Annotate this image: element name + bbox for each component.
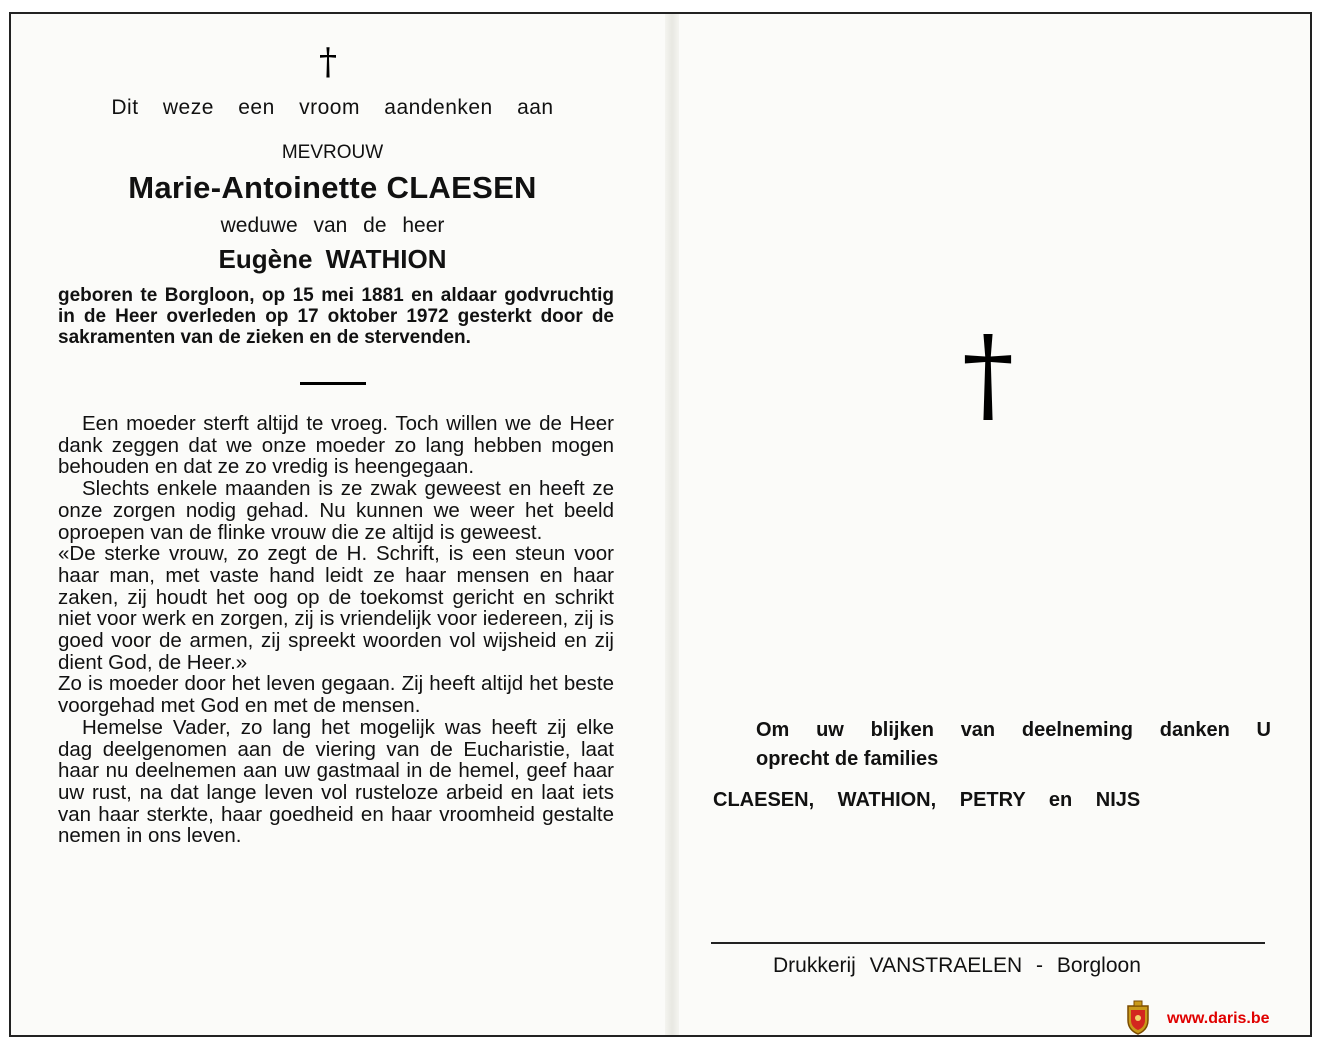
thanks-line-1 — [756, 716, 1271, 745]
printer-divider — [711, 942, 1265, 944]
left-panel — [50, 96, 615, 847]
paragraph: Slechts enkele maanden is ze zwak geweest en heeft ze onze zorgen nodig gehad. Nu kunnen we weer het beeld oproepen van de flinke vrouw die ze altijd is geweest. — [58, 477, 614, 544]
paragraph: Een moeder sterft altijd te vroeg. Toch willen we de Heer dank zeggen dat we onze moeder zo lang hebben mogen behouden en dat ze zo vredig is heengegaan. — [58, 412, 614, 479]
card-fold — [665, 14, 679, 1035]
crest-logo-icon — [1125, 1000, 1151, 1036]
divider — [300, 382, 366, 385]
paragraph: «De sterke vrouw, zo zegt de H. Schrift, is een steun voor haar man, met vaste hand leidt ze haar mensen en haar zaken, zij houdt het oog op de toekomst gericht en schrikt niet voor werk en zorgen, zij is vriendelijk voor iedereen, zij is goed voor de armen, zij spreekt woorden vol wijsheid en zij dient God, de Heer.» — [58, 542, 614, 674]
widow-line: weduwe van de heer — [220, 214, 445, 237]
paragraph: Zo is moeder door het leven gegaan. Zij heeft altijd het beste voorgehad met God en met de mensen. — [58, 672, 614, 718]
deceased-name: Marie-Antoinette CLAESEN — [128, 170, 537, 205]
thanks-line-2: oprecht de families — [756, 748, 939, 770]
honorific: MEVROUW — [281, 142, 384, 163]
thanks-word: danken — [1159, 719, 1230, 741]
thanks-word: deelneming — [1021, 719, 1134, 741]
cross-icon: † — [319, 42, 337, 83]
thanks-text — [756, 716, 1271, 774]
printer-credit: Drukkerij VANSTRAELEN - Borgloon — [773, 954, 1141, 977]
thanks-word: uw — [816, 719, 844, 741]
intro-line: Dit weze een vroom aandenken aan — [111, 96, 554, 119]
thanks-word: Om — [756, 719, 790, 741]
large-cross-icon: † — [962, 313, 1014, 435]
thanks-word: van — [960, 719, 996, 741]
memorial-text — [58, 413, 614, 847]
watermark-url: www.daris.be — [1167, 1010, 1270, 1027]
thanks-word: blijken — [870, 719, 934, 741]
birth-death-text: geboren te Borgloon, op 15 mei 1881 en aldaar godvruchtig in de Heer overleden op 17 oktober 1972 gesterkt door de sakramenten van de zieken en de stervenden. — [58, 285, 614, 348]
husband-name: Eugène WATHION — [218, 244, 447, 274]
family-names: CLAESEN, WATHION, PETRY en NIJS — [713, 789, 1141, 811]
thanks-word: U — [1256, 719, 1271, 741]
paragraph: Hemelse Vader, zo lang het mogelijk was heeft zij elke dag deelgenomen aan de viering van de Eucharistie, laat haar nu deelnemen aan uw gastmaal in de hemel, geef haar uw rust, na dat lange leven vol rusteloze arbeid en laat iets van haar sterkte, haar goedheid en haar vroomheid gestalte nemen in ons leven. — [58, 715, 614, 848]
